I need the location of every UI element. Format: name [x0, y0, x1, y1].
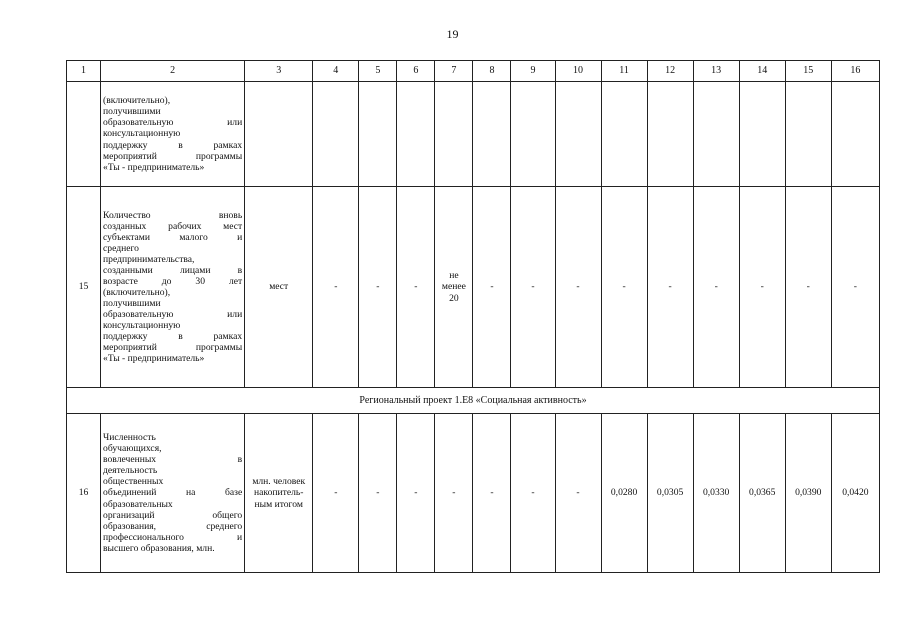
value-cell-col-16: 0,0420: [831, 414, 879, 573]
description-line: (включительно),: [103, 287, 171, 298]
section-row: [67, 388, 880, 414]
description-line: деятельность: [103, 465, 158, 477]
description-line: возрасте до 30 лет: [103, 275, 243, 287]
value-cell-col-5: [359, 82, 397, 187]
value-cell-col-9: -: [511, 414, 555, 573]
value-cell-col-11: -: [601, 187, 647, 388]
description-line: образовательную или: [103, 309, 243, 321]
unit-cell: [245, 82, 313, 187]
header-cell-13: 13: [693, 61, 739, 82]
value-cell-col-5: -: [359, 414, 397, 573]
header-cell-9: 9: [511, 61, 555, 82]
description-line: образования, среднего: [103, 520, 243, 532]
row-number: 16: [67, 414, 101, 573]
header-cell-4: 4: [313, 61, 359, 82]
value-cell-col-12: [647, 82, 693, 187]
table-row-row-16: [67, 414, 880, 573]
indicator-description: [101, 414, 245, 573]
table-row-row-15: [67, 187, 880, 388]
value-cell-col-14: -: [739, 187, 785, 388]
description-line: созданных рабочих мест: [103, 220, 243, 232]
description-line: высшего образования, млн.: [103, 542, 215, 554]
value-cell-col-7: [435, 82, 473, 187]
description-line: Количество вновь: [103, 209, 243, 221]
header-cell-2: 2: [101, 61, 245, 82]
description-line: общественных: [103, 476, 164, 488]
description-line: (включительно),: [103, 95, 171, 107]
description-line: мероприятий программы: [103, 150, 243, 162]
value-cell-col-8: -: [473, 187, 511, 388]
description-line: профессионального и: [103, 531, 243, 543]
value-cell-col-8: -: [473, 414, 511, 573]
value-cell-col-6: -: [397, 414, 435, 573]
header-cell-10: 10: [555, 61, 601, 82]
description-line: субъектами малого и: [103, 231, 243, 243]
header-cell-14: 14: [739, 61, 785, 82]
indicator-description: [101, 82, 245, 187]
value-cell-col-6: [397, 82, 435, 187]
header-cell-5: 5: [359, 61, 397, 82]
header-cell-7: 7: [435, 61, 473, 82]
description-line: получившими: [103, 106, 161, 118]
value-cell-col-9: -: [511, 187, 555, 388]
value-cell-col-15: [785, 82, 831, 187]
description-line: организаций общего: [103, 509, 243, 521]
value-cell-col-13: -: [693, 187, 739, 388]
header-cell-16: 16: [831, 61, 879, 82]
description-line: мероприятий программы: [103, 342, 243, 354]
value-cell-col-16: [831, 82, 879, 187]
value-cell-col-12: 0,0305: [647, 414, 693, 573]
value-cell-col-9: [511, 82, 555, 187]
header-cell-6: 6: [397, 61, 435, 82]
value-cell-col-4: [313, 82, 359, 187]
value-cell-col-12: -: [647, 187, 693, 388]
description-line: образовательных: [103, 498, 173, 510]
description-line: поддержку в рамках: [103, 331, 243, 343]
unit-cell: млн. человек накопитель-ным итогом: [245, 414, 313, 573]
header-cell-15: 15: [785, 61, 831, 82]
header-row: [67, 61, 880, 82]
description-line: вовлеченных в: [103, 454, 243, 466]
description-line: образовательную или: [103, 117, 243, 129]
description-line: консультационную: [103, 128, 181, 140]
value-cell-col-10: -: [555, 414, 601, 573]
value-cell-col-13: [693, 82, 739, 187]
value-cell-col-7: -: [435, 414, 473, 573]
header-cell-3: 3: [245, 61, 313, 82]
value-cell-col-16: -: [831, 187, 879, 388]
header-cell-8: 8: [473, 61, 511, 82]
value-cell-col-4: -: [313, 187, 359, 388]
header-cell-11: 11: [601, 61, 647, 82]
indicator-table: [66, 60, 880, 573]
value-cell-col-7: не менее 20: [435, 187, 473, 388]
description-line: Численность: [103, 432, 156, 444]
row-number: [67, 82, 101, 187]
description-line: поддержку в рамках: [103, 139, 243, 151]
value-cell-col-15: 0,0390: [785, 414, 831, 573]
page-number: 19: [446, 27, 459, 41]
value-cell-col-5: -: [359, 187, 397, 388]
description-line: «Ты - предприниматель»: [103, 161, 205, 173]
row-number: 15: [67, 187, 101, 388]
table-row-continuation-row: [67, 82, 880, 187]
description-line: обучающихся,: [103, 443, 162, 455]
section-title: Региональный проект 1.Е8 «Социальная активность»: [67, 388, 880, 414]
value-cell-col-4: -: [313, 414, 359, 573]
header-cell-1: 1: [67, 61, 101, 82]
value-cell-col-14: 0,0365: [739, 414, 785, 573]
value-cell-col-11: 0,0280: [601, 414, 647, 573]
value-cell-col-15: -: [785, 187, 831, 388]
value-cell-col-10: [555, 82, 601, 187]
description-line: созданными лицами в: [103, 264, 243, 276]
value-cell-col-11: [601, 82, 647, 187]
indicator-description: [101, 187, 245, 388]
description-line: консультационную: [103, 320, 181, 332]
value-cell-col-6: -: [397, 187, 435, 388]
description-line: среднего: [103, 242, 139, 254]
description-line: «Ты - предприниматель»: [103, 353, 205, 365]
value-cell-col-8: [473, 82, 511, 187]
description-line: объединений на базе: [103, 487, 243, 499]
unit-cell: мест: [245, 187, 313, 388]
value-cell-col-10: -: [555, 187, 601, 388]
value-cell-col-13: 0,0330: [693, 414, 739, 573]
value-cell-col-14: [739, 82, 785, 187]
description-line: предпринимательства,: [103, 253, 195, 265]
header-cell-12: 12: [647, 61, 693, 82]
description-line: получившими: [103, 298, 161, 310]
